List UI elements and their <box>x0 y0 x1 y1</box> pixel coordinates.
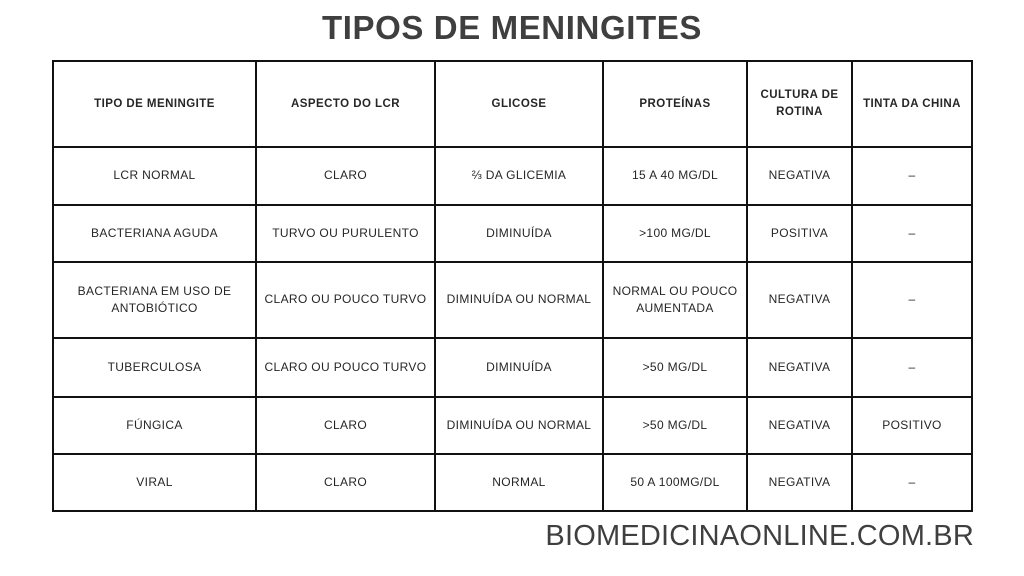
meningitis-table-container <box>52 60 971 510</box>
table-header-row <box>53 61 972 147</box>
cell-tinta: – <box>852 147 972 205</box>
column-header-tinta-da-china: TINTA DA CHINA <box>852 61 972 147</box>
table-row <box>53 205 972 262</box>
cell-glicose: NORMAL <box>435 454 603 511</box>
column-header-cultura-de-rotina: CULTURA DE ROTINA <box>747 61 852 147</box>
cell-proteinas: >100 MG/DL <box>603 205 747 262</box>
cell-tinta: – <box>852 205 972 262</box>
cell-proteinas: 15 A 40 MG/DL <box>603 147 747 205</box>
cell-tipo: TUBERCULOSA <box>53 338 256 397</box>
cell-tinta: – <box>852 262 972 338</box>
cell-aspecto: CLARO <box>256 397 435 454</box>
cell-proteinas: >50 MG/DL <box>603 397 747 454</box>
cell-aspecto: CLARO <box>256 454 435 511</box>
cell-aspecto: CLARO <box>256 147 435 205</box>
cell-tipo: LCR NORMAL <box>53 147 256 205</box>
cell-aspecto: CLARO OU POUCO TURVO <box>256 262 435 338</box>
cell-cultura: NEGATIVA <box>747 262 852 338</box>
column-header-tipo-de-meningite: TIPO DE MENINGITE <box>53 61 256 147</box>
column-header-proteinas: PROTEÍNAS <box>603 61 747 147</box>
column-header-glicose: GLICOSE <box>435 61 603 147</box>
cell-aspecto: CLARO OU POUCO TURVO <box>256 338 435 397</box>
cell-cultura: POSITIVA <box>747 205 852 262</box>
cell-proteinas: NORMAL OU POUCO AUMENTADA <box>603 262 747 338</box>
cell-glicose: DIMINUÍDA <box>435 205 603 262</box>
cell-tipo: FÚNGICA <box>53 397 256 454</box>
cell-tipo: VIRAL <box>53 454 256 511</box>
table-body <box>53 147 972 511</box>
site-watermark: BIOMEDICINAONLINE.COM.BR <box>545 520 974 552</box>
cell-glicose: DIMINUÍDA OU NORMAL <box>435 397 603 454</box>
table-row <box>53 454 972 511</box>
table-row <box>53 338 972 397</box>
cell-tipo: BACTERIANA AGUDA <box>53 205 256 262</box>
table-header <box>53 61 972 147</box>
column-header-aspecto-do-lcr: ASPECTO DO LCR <box>256 61 435 147</box>
cell-glicose: DIMINUÍDA <box>435 338 603 397</box>
cell-cultura: NEGATIVA <box>747 454 852 511</box>
page-title: TIPOS DE MENINGITES <box>322 9 702 46</box>
cell-glicose: ⅔ DA GLICEMIA <box>435 147 603 205</box>
cell-tinta: POSITIVO <box>852 397 972 454</box>
cell-tipo: BACTERIANA EM USO DE ANTOBIÓTICO <box>53 262 256 338</box>
cell-cultura: NEGATIVA <box>747 397 852 454</box>
cell-proteinas: >50 MG/DL <box>603 338 747 397</box>
cell-cultura: NEGATIVA <box>747 338 852 397</box>
cell-cultura: NEGATIVA <box>747 147 852 205</box>
meningitis-table <box>52 60 973 512</box>
cell-tinta: – <box>852 338 972 397</box>
cell-tinta: – <box>852 454 972 511</box>
cell-glicose: DIMINUÍDA OU NORMAL <box>435 262 603 338</box>
table-row <box>53 397 972 454</box>
table-row <box>53 147 972 205</box>
cell-proteinas: 50 A 100MG/DL <box>603 454 747 511</box>
cell-aspecto: TURVO OU PURULENTO <box>256 205 435 262</box>
table-row <box>53 262 972 338</box>
